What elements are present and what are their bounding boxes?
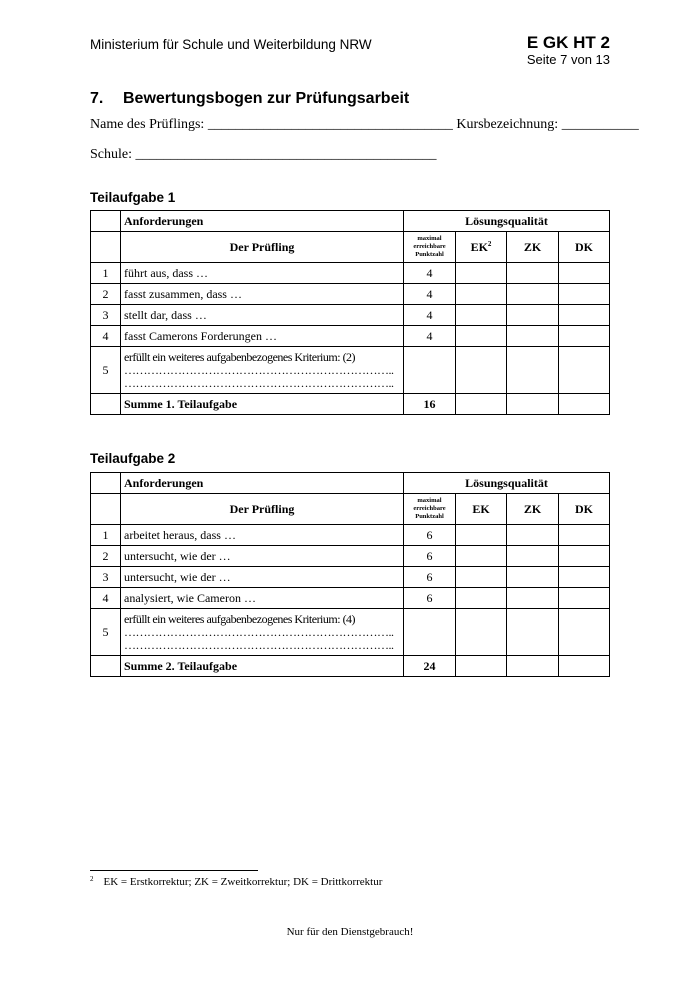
- ek-score-cell[interactable]: [456, 284, 507, 305]
- school-field[interactable]: ___________________________________________: [135, 147, 437, 162]
- requirements-header: Anforderungen: [121, 473, 404, 494]
- row-number: 4: [91, 588, 121, 609]
- quality-header: Lösungsqualität: [404, 473, 610, 494]
- criterion-text: untersucht, wie der …: [121, 567, 404, 588]
- sum-empty-cell: [91, 656, 121, 677]
- criterion-text: fasst Camerons Forderungen …: [121, 326, 404, 347]
- max-points: 6: [404, 567, 456, 588]
- criterion-dots-line[interactable]: ……………………………………………………………..: [124, 637, 394, 652]
- zk-score-cell[interactable]: [507, 525, 559, 546]
- sum-label: Summe 2. Teilaufgabe: [121, 656, 404, 677]
- name-label: Name des Prüflings:: [90, 117, 205, 132]
- row-number: 3: [91, 305, 121, 326]
- candidate-header: Der Prüfling: [121, 232, 404, 263]
- zk-score-cell[interactable]: [507, 326, 559, 347]
- criterion-dots-line[interactable]: ……………………………………………………………..: [124, 375, 394, 390]
- table-row: [91, 326, 610, 347]
- max-points: 6: [404, 588, 456, 609]
- criterion-text: analysiert, wie Cameron …: [121, 588, 404, 609]
- ek-score-cell[interactable]: [456, 305, 507, 326]
- row-number: 1: [91, 263, 121, 284]
- part1-heading: Teilaufgabe 1: [90, 190, 176, 205]
- ek-score-cell[interactable]: [456, 525, 507, 546]
- name-line: [90, 117, 639, 133]
- section-number: 7.: [90, 90, 104, 107]
- max-points-header: maximal erreichbare Punktzahl: [404, 232, 456, 263]
- requirements-header: Anforderungen: [121, 211, 404, 232]
- dk-score-cell[interactable]: [559, 567, 610, 588]
- sum-points: 16: [404, 394, 456, 415]
- max-points: 4: [404, 284, 456, 305]
- row-number: 3: [91, 567, 121, 588]
- dk-score-cell[interactable]: [559, 305, 610, 326]
- ek-score-cell[interactable]: [456, 347, 507, 394]
- row-number: 2: [91, 284, 121, 305]
- table-row: [91, 609, 610, 656]
- dk-score-cell[interactable]: [559, 347, 610, 394]
- dk-header: DK: [559, 494, 610, 525]
- candidate-header: Der Prüfling: [121, 494, 404, 525]
- ek-score-cell[interactable]: [456, 567, 507, 588]
- part2-heading: Teilaufgabe 2: [90, 451, 176, 466]
- sum-row: [91, 394, 610, 415]
- zk-score-cell[interactable]: [507, 284, 559, 305]
- dk-score-cell[interactable]: [559, 284, 610, 305]
- footnote: [90, 876, 382, 888]
- dk-score-cell[interactable]: [559, 326, 610, 347]
- criterion-text: erfüllt ein weiteres aufgabenbezogenes Kriterium: (2): [124, 349, 356, 364]
- header-empty-cell: [91, 232, 121, 263]
- criterion-text-block: [121, 609, 404, 656]
- page-footer: Nur für den Dienstgebrauch!: [286, 926, 414, 938]
- zk-score-cell[interactable]: [507, 546, 559, 567]
- criterion-text: führt aus, dass …: [121, 263, 404, 284]
- max-points: 6: [404, 546, 456, 567]
- zk-header: ZK: [507, 232, 559, 263]
- ek-score-cell[interactable]: [456, 588, 507, 609]
- criterion-dots-line[interactable]: ……………………………………………………………..: [124, 624, 394, 639]
- page-number: Seite 7 von 13: [526, 52, 610, 67]
- zk-score-cell[interactable]: [507, 305, 559, 326]
- max-points: 4: [404, 305, 456, 326]
- row-number: 2: [91, 546, 121, 567]
- table-row: [91, 347, 610, 394]
- max-points-header: maximal erreichbare Punktzahl: [404, 494, 456, 525]
- table-row: [91, 588, 610, 609]
- table-row: [91, 567, 610, 588]
- ek-label: EK: [470, 239, 488, 254]
- ek-score-cell[interactable]: [456, 656, 507, 677]
- max-points: 4: [404, 326, 456, 347]
- dk-score-cell[interactable]: [559, 263, 610, 284]
- ek-header: [456, 232, 507, 263]
- zk-header: ZK: [507, 494, 559, 525]
- ek-score-cell[interactable]: [456, 263, 507, 284]
- zk-score-cell[interactable]: [507, 263, 559, 284]
- row-number: 1: [91, 525, 121, 546]
- school-label: Schule:: [90, 147, 132, 162]
- header-empty-cell: [91, 494, 121, 525]
- ek-header: EK: [456, 494, 507, 525]
- sum-points: 24: [404, 656, 456, 677]
- row-number: 5: [91, 347, 121, 394]
- zk-score-cell[interactable]: [507, 394, 559, 415]
- table-row: [91, 546, 610, 567]
- table-row: [91, 284, 610, 305]
- dk-score-cell[interactable]: [559, 588, 610, 609]
- max-points: 4: [404, 263, 456, 284]
- row-number: 5: [91, 609, 121, 656]
- footnote-text: EK = Erstkorrektur; ZK = Zweitkorrektur; DK = Drittkorrektur: [103, 876, 383, 888]
- part1-table: [90, 210, 610, 415]
- footnote-divider: [90, 870, 258, 871]
- dk-score-cell[interactable]: [559, 546, 610, 567]
- zk-score-cell[interactable]: [507, 588, 559, 609]
- course-label: Kursbezeichnung:: [456, 117, 559, 132]
- header-empty-cell: [91, 473, 121, 494]
- header-empty-cell: [91, 211, 121, 232]
- max-points: [404, 347, 456, 394]
- ek-score-cell[interactable]: [456, 394, 507, 415]
- sum-label: Summe 1. Teilaufgabe: [121, 394, 404, 415]
- dk-score-cell[interactable]: [559, 656, 610, 677]
- sum-row: [91, 656, 610, 677]
- max-points: [404, 609, 456, 656]
- part2-table: [90, 472, 610, 677]
- zk-score-cell[interactable]: [507, 656, 559, 677]
- quality-header: Lösungsqualität: [404, 211, 610, 232]
- zk-score-cell[interactable]: [507, 609, 559, 656]
- school-line: [90, 147, 437, 163]
- table-row: [91, 263, 610, 284]
- criterion-text: erfüllt ein weiteres aufgabenbezogenes Kriterium: (4): [124, 611, 356, 626]
- exam-code: E GK HT 2: [526, 33, 610, 52]
- zk-score-cell[interactable]: [507, 347, 559, 394]
- table-row: [91, 525, 610, 546]
- criterion-text-block: [121, 347, 404, 394]
- ek-score-cell[interactable]: [456, 326, 507, 347]
- section-title: [90, 90, 409, 108]
- criterion-text: stellt dar, dass …: [121, 305, 404, 326]
- criterion-text: arbeitet heraus, dass …: [121, 525, 404, 546]
- sum-empty-cell: [91, 394, 121, 415]
- row-number: 4: [91, 326, 121, 347]
- footnote-mark: 2: [90, 875, 94, 883]
- section-title-text: Bewertungsbogen zur Prüfungsarbeit: [123, 90, 410, 107]
- name-field[interactable]: ___________________________________: [207, 117, 453, 132]
- zk-score-cell[interactable]: [507, 567, 559, 588]
- dk-score-cell[interactable]: [559, 609, 610, 656]
- table-row: [91, 305, 610, 326]
- criterion-dots-line[interactable]: ……………………………………………………………..: [124, 362, 394, 377]
- criterion-text: untersucht, wie der …: [121, 546, 404, 567]
- dk-score-cell[interactable]: [559, 525, 610, 546]
- ek-footnote-mark: 2: [487, 239, 492, 248]
- ek-score-cell[interactable]: [456, 546, 507, 567]
- dk-score-cell[interactable]: [559, 394, 610, 415]
- course-field[interactable]: ___________: [561, 117, 639, 132]
- ministry-name: Ministerium für Schule und Weiterbildung NRW: [90, 37, 372, 52]
- max-points: 6: [404, 525, 456, 546]
- ek-score-cell[interactable]: [456, 609, 507, 656]
- criterion-text: fasst zusammen, dass …: [121, 284, 404, 305]
- dk-header: DK: [559, 232, 610, 263]
